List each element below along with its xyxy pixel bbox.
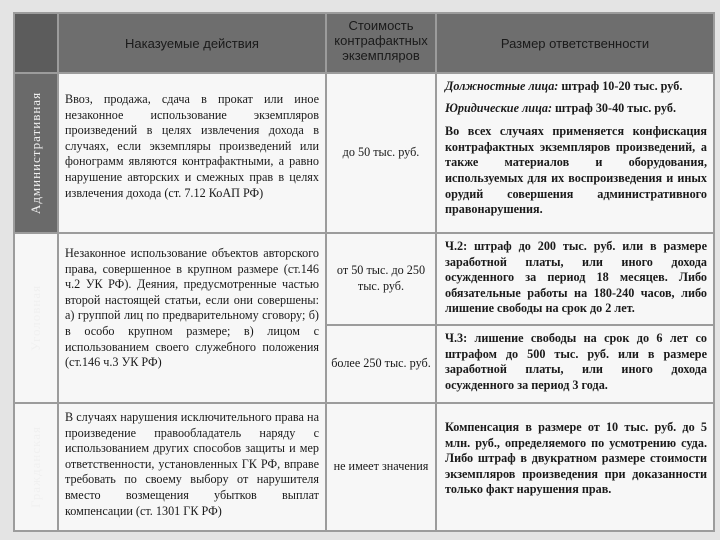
criminal-cost-2-text: более 250 тыс. руб. [331, 356, 431, 371]
officials-fine: штраф 10-20 тыс. руб. [558, 79, 683, 93]
admin-action-cell [58, 73, 326, 233]
section-admin [14, 73, 58, 233]
header-liability-label: Размер ответственности [500, 36, 650, 51]
criminal-liability-1-text: Ч.2: штраф до 200 тыс. руб. или в размере заработной платы, или иного дохода осужденного за период 18 месяцев. Либо обязательные работы на 180-240 часов, либо лишение свободы на срок до 2 лет. [445, 239, 707, 316]
criminal-action-cell [58, 233, 326, 403]
section-civil [14, 403, 58, 531]
admin-liability-confiscation: Во всех случаях применяется конфискация контрафактных экземпляров произведений, а также материалов и оборудования, используемых для их воспроизведения и иных орудий совершения административного правонарушения. [445, 124, 707, 217]
admin-liability-cell [436, 73, 714, 233]
criminal-liability-2-cell [436, 325, 714, 403]
civil-action-text: В случаях нарушения исключительного права на произведение правообладатель наряду с использованием других способов защиты и мер ответственности, установленных ГК РФ, вправе требовать по своему выбору от нарушителя вместо возмещения убытков выплат компенсации (ст. 1301 ГК РФ) [65, 410, 319, 518]
civil-action-cell [58, 403, 326, 531]
header-actions-label: Наказуемые действия [125, 36, 259, 51]
civil-cost-text: не имеет значения [333, 459, 429, 474]
admin-cost-text: до 50 тыс. руб. [342, 145, 420, 160]
liability-table [13, 12, 715, 532]
admin-cost-cell [326, 73, 436, 233]
criminal-row-1 [14, 233, 714, 325]
header-actions [58, 13, 326, 73]
criminal-liability-1-cell [436, 233, 714, 325]
header-corner [14, 13, 58, 73]
criminal-liability-2-text: Ч.3: лишение свободы на срок до 6 лет со штрафом до 500 тыс. руб. или в размере заработной платы, или иного дохода осужденного за период 3 года. [445, 331, 707, 392]
section-criminal [14, 233, 58, 403]
civil-cost-cell [326, 403, 436, 531]
civil-row [14, 403, 714, 531]
civil-liability-text: Компенсация в размере от 10 тыс. руб. до 5 млн. руб., определяемого по усмотрению суда. Либо штраф в двукратном размере стоимости экземпляров произведения при доказанности только факт нарушения прав. [445, 420, 707, 497]
header-row [14, 13, 714, 73]
criminal-cost-2-cell [326, 325, 436, 403]
criminal-cost-1-cell [326, 233, 436, 325]
admin-liability-legal [437, 95, 713, 117]
section-criminal-label: Уголовная [28, 284, 43, 352]
criminal-cost-1-text: от 50 тыс. до 250 тыс. руб. [336, 263, 426, 293]
header-cost-label: Стоимость контрафактных экземпляров [334, 18, 428, 63]
officials-label: Должностные лица: [445, 79, 559, 93]
admin-action-text: Ввоз, продажа, сдача в прокат или иное незаконное использование экземпляров произведений в целях извлечения дохода в случаях, если экземпляры произведений или фонограмм являются контрафактными, а равно нарушение авторских и смежных прав в целях извлечения дохода (ст. 7.12 КоАП РФ) [65, 92, 319, 200]
section-admin-label: Административная [28, 91, 43, 215]
header-cost [326, 13, 436, 73]
header-liability [436, 13, 714, 73]
section-civil-label: Гражданская [28, 426, 43, 508]
criminal-action-text: Незаконное использование объектов авторского права, совершенное в крупном размере (ст.146 ч.2 УК РФ). Деяния, предусмотренные частью второй настоящей статьи, если они совершены: а) группой лиц по предварительному сговору; б) в особо крупном размере; в) лицом с использованием своего служебного положения (ст.146 ч.3 УК РФ) [65, 246, 319, 370]
admin-liability-officials [437, 74, 713, 95]
civil-liability-cell [436, 403, 714, 531]
admin-row [14, 73, 714, 233]
legal-label: Юридические лица: [445, 100, 552, 115]
legal-fine: штраф 30-40 тыс. руб. [552, 100, 676, 115]
